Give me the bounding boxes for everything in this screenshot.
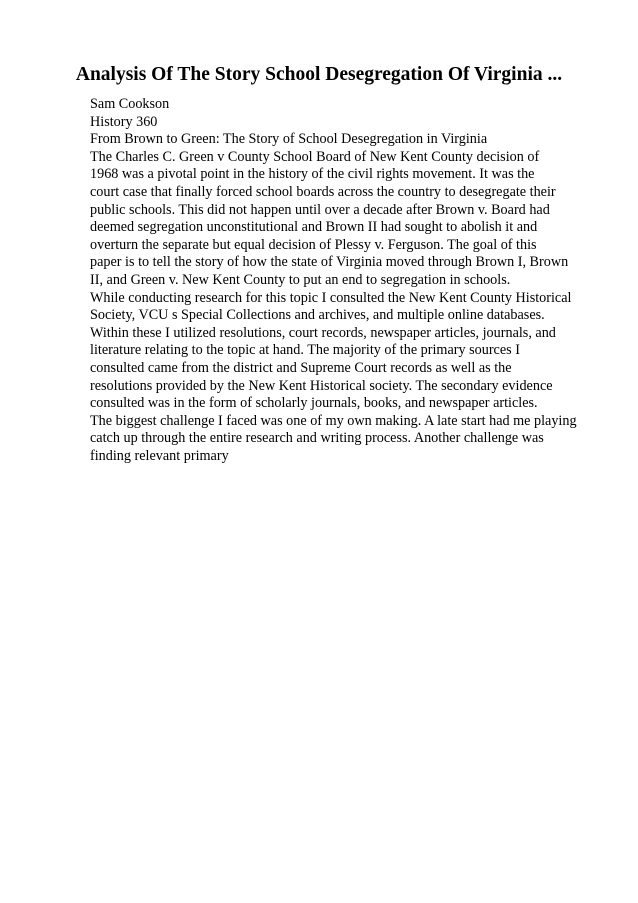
text-line: finding relevant primary [90,447,229,464]
text-line: The Charles C. Green v County School Board of New Kent County decision of [90,148,540,165]
text-line: public schools. This did not happen until over a decade after Brown v. Board had [90,201,550,218]
document-body [90,96,610,465]
text-line: The biggest challenge I faced was one of my own making. A late start had me playing [90,412,577,429]
text-line: literature relating to the topic at hand. The majority of the primary sources I [90,342,520,359]
author-line: Sam Cookson [90,96,170,112]
text-line: While conducting research for this topic I consulted the New Kent County Historical [90,289,572,306]
text-line: overturn the separate but equal decision of Plessy v. Ferguson. The goal of this [90,236,537,253]
course-line: History 360 [90,113,158,130]
text-line: paper is to tell the story of how the state of Virginia moved through Brown I, Brown [90,254,569,271]
text-line: II, and Green v. New Kent County to put an end to segregation in schools. [90,271,511,288]
document-title: Analysis Of The Story School Desegregation Of Virginia ... [75,64,563,85]
text-line: court case that finally forced school boards across the country to desegregate their [90,183,556,200]
text-line: consulted was in the form of scholarly journals, books, and newspaper articles. [90,395,538,412]
text-line: Within these I utilized resolutions, court records, newspaper articles, journals, and [90,324,556,341]
text-line: 1968 was a pivotal point in the history of the civil rights movement. It was the [90,166,535,183]
text-line: resolutions provided by the New Kent Historical society. The secondary evidence [90,377,553,394]
text-line: catch up through the entire research and writing process. Another challenge was [90,430,544,447]
text-line: deemed segregation unconstitutional and Brown II had sought to abolish it and [90,219,538,236]
text-line: consulted came from the district and Supreme Court records as well as the [90,359,512,376]
text-line: Society, VCU s Special Collections and archives, and multiple online databases. [90,307,545,324]
paper-title-line: From Brown to Green: The Story of School Desegregation in Virginia [90,131,488,148]
